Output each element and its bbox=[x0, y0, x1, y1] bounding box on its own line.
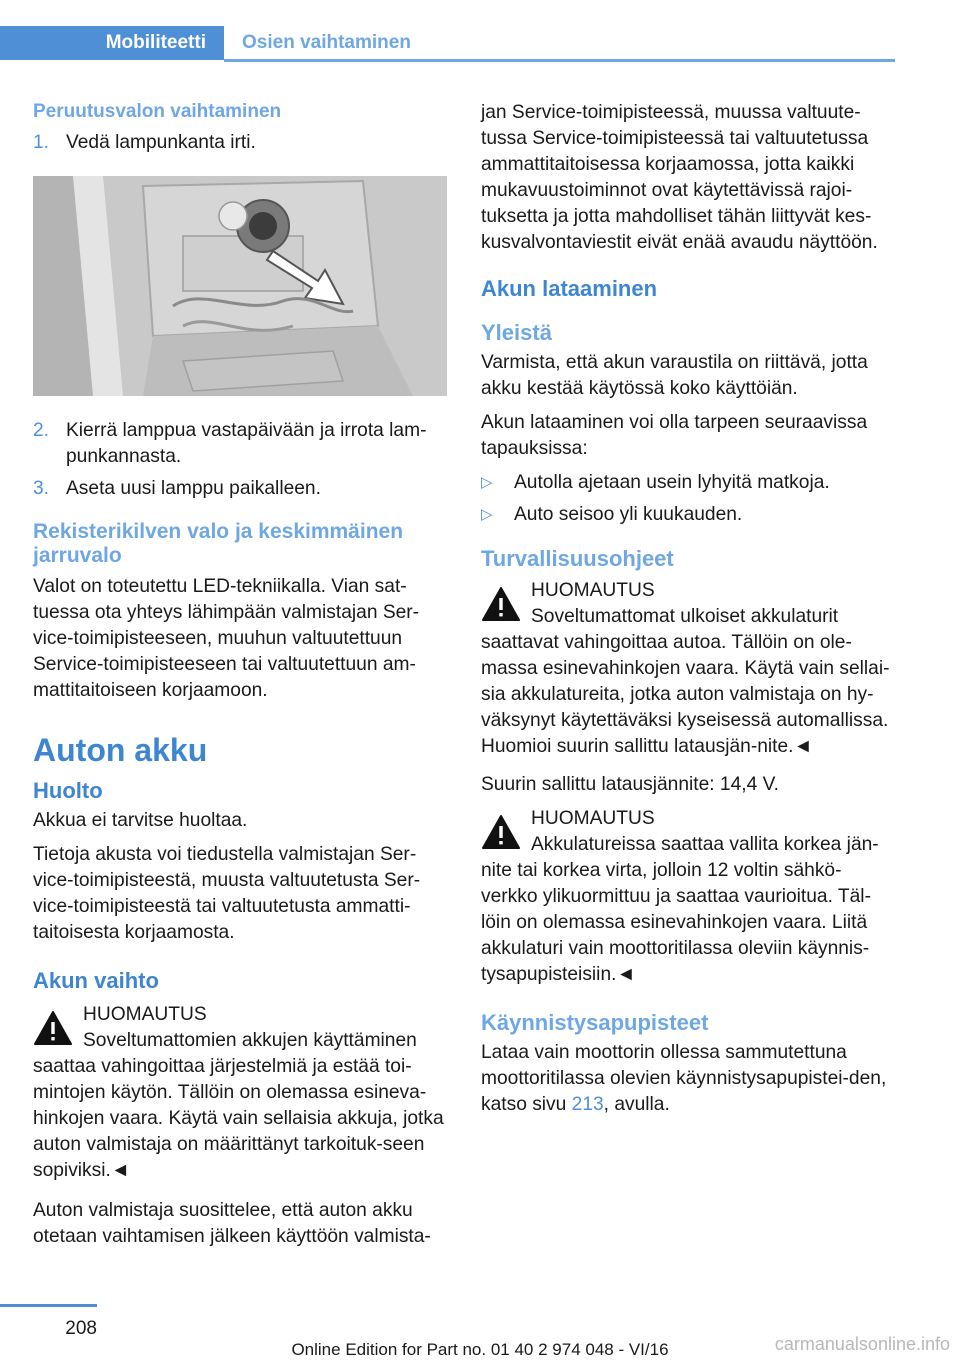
tab-mobility[interactable]: Mobiliteetti bbox=[0, 26, 224, 60]
replacement-text: Auton valmistaja suosittelee, että auton akku otetaan vaihtamisen jälkeen käyttöön valmista‐ bbox=[33, 1200, 431, 1247]
edition-text: Online Edition for Part no. 01 40 2 974 048 - VI/16 bbox=[291, 1340, 669, 1359]
list-item: ▷ Auto seisoo yli kuukauden. bbox=[481, 504, 743, 525]
warning-triangle-icon bbox=[481, 586, 521, 622]
warning-notice-voltage: HUOMAUTUS Akkulatureissa saattaa vallita korkea jän‐ nite tai korkea virta, jolloin 12 voltin sähkö‐verkko ylikuormittuu ja saattaa vaurioitua. Täl‐löin on olemassa esinevahinkojen vaara. Liitä akkulaturi vain moottoritilassa oleviin käynnis‐tysapupisteisiin.◄ bbox=[481, 808, 879, 985]
watermark: carmanualsonline.info bbox=[774, 1334, 950, 1354]
general-text-1: Varmista, että akun varaustila on riittävä, jotta akku kestää käytössä koko käyttöiän. bbox=[481, 352, 868, 399]
step-2: 2. Kierrä lamppua vastapäivään ja irrota lam‐punkannasta. bbox=[33, 420, 427, 467]
backup-light-heading: Peruutusvalon vaihtaminen bbox=[33, 101, 282, 122]
right-column bbox=[481, 100, 897, 1126]
header-tabs bbox=[0, 26, 895, 62]
page-link[interactable]: 213 bbox=[571, 1094, 604, 1115]
warning-notice-charger: HUOMAUTUS Soveltumattomat ulkoiset akkulaturit saattavat vahingoittaa autoa. Tällöin on ole‐massa esinevahinkojen vaara. Käytä vain sellai‐sia akkulatureita, jotka auton valmistaja on hy‐väksynyt käytettäväksi kyseisessä automallissa. Huomioi suurin sallittu latausjän‐nite.◄ bbox=[481, 580, 890, 757]
jump-start-text: Lataa vain moottorin ollessa sammutettuna moottoritilassa olevien käynnistysapupistei‐den, katso sivu 213, avulla. bbox=[481, 1042, 887, 1115]
maintenance-heading: Huolto bbox=[33, 778, 103, 803]
footer-line bbox=[0, 1304, 97, 1307]
car-battery-heading: Auton akku bbox=[33, 732, 208, 768]
warning-triangle-icon bbox=[481, 814, 521, 850]
left-column bbox=[33, 100, 449, 1258]
warning-notice: HUOMAUTUS Soveltumattomien akkujen käyttäminen saattaa vahingoittaa järjestelmiä ja estää toi‐mintojen käytön. Tällöin on olemassa esineva‐hinkojen vaara. Käytä vain sellaisia akkuja, jotka auton valmistaja on määrittänyt tarkoituk‐seen sopiviksi.◄ bbox=[33, 1004, 444, 1181]
tab-parts-replacement[interactable]: Osien vaihtaminen bbox=[242, 32, 411, 53]
lamp-socket-figure bbox=[33, 176, 447, 396]
maintenance-text-2: Tietoja akusta voi tiedustella valmistajan Ser‐vice-toimipisteestä, muusta valtuutetusta Ser‐vice-toimipisteestä tai valtuutetusta ammatti‐taitoisesta korjaamosta. bbox=[33, 844, 421, 943]
safety-heading: Turvallisuusohjeet bbox=[481, 546, 674, 571]
page-number: 208 bbox=[65, 1318, 97, 1339]
general-heading: Yleistä bbox=[481, 320, 552, 345]
plate-light-text: Valot on toteutettu LED-tekniikalla. Vian sat‐tuessa ota yhteys lähimpään valmistajan Ser‐vice-toimipisteeseen, muuhun valtuutettuun Service-toimipisteeseen tai valtuutettuun am‐mattitaitoiseen korjaamoon. bbox=[33, 576, 420, 701]
warning-triangle-icon bbox=[33, 1010, 73, 1046]
continued-text: jan Service-toimipisteessä, muussa valtuute‐tussa Service-toimipisteessä tai valtuutetussa ammattitaitoisessa korjaamossa, jotta kaikki mukavuustoiminnot ovat käytettävissä rajoi‐tuksetta ja jotta mahdolliset tähän liittyvät kes‐kusvalvontaviestit eivät enää avaudu näyttöön. bbox=[481, 102, 878, 253]
list-item: ▷ Autolla ajetaan usein lyhyitä matkoja. bbox=[481, 472, 830, 493]
maintenance-text-1: Akkua ei tarvitse huoltaa. bbox=[33, 810, 248, 831]
battery-charging-heading: Akun lataaminen bbox=[481, 276, 658, 301]
tab-underline bbox=[224, 59, 895, 62]
lamp-socket-illustration bbox=[33, 176, 447, 396]
jump-start-heading: Käynnistysapupisteet bbox=[481, 1010, 709, 1035]
battery-replacement-heading: Akun vaihto bbox=[33, 968, 159, 993]
plate-light-heading: Rekisterikilven valo ja keskimmäinen jarruvalo bbox=[33, 520, 404, 567]
general-text-2: Akun lataaminen voi olla tarpeen seuraavissa tapauksissa: bbox=[481, 412, 868, 459]
max-voltage-text: Suurin sallittu latausjännite: 14,4 V. bbox=[481, 774, 779, 795]
step-3: 3. Aseta uusi lamppu paikalleen. bbox=[33, 478, 321, 499]
step-1: 1. Vedä lampunkanta irti. bbox=[33, 132, 256, 153]
